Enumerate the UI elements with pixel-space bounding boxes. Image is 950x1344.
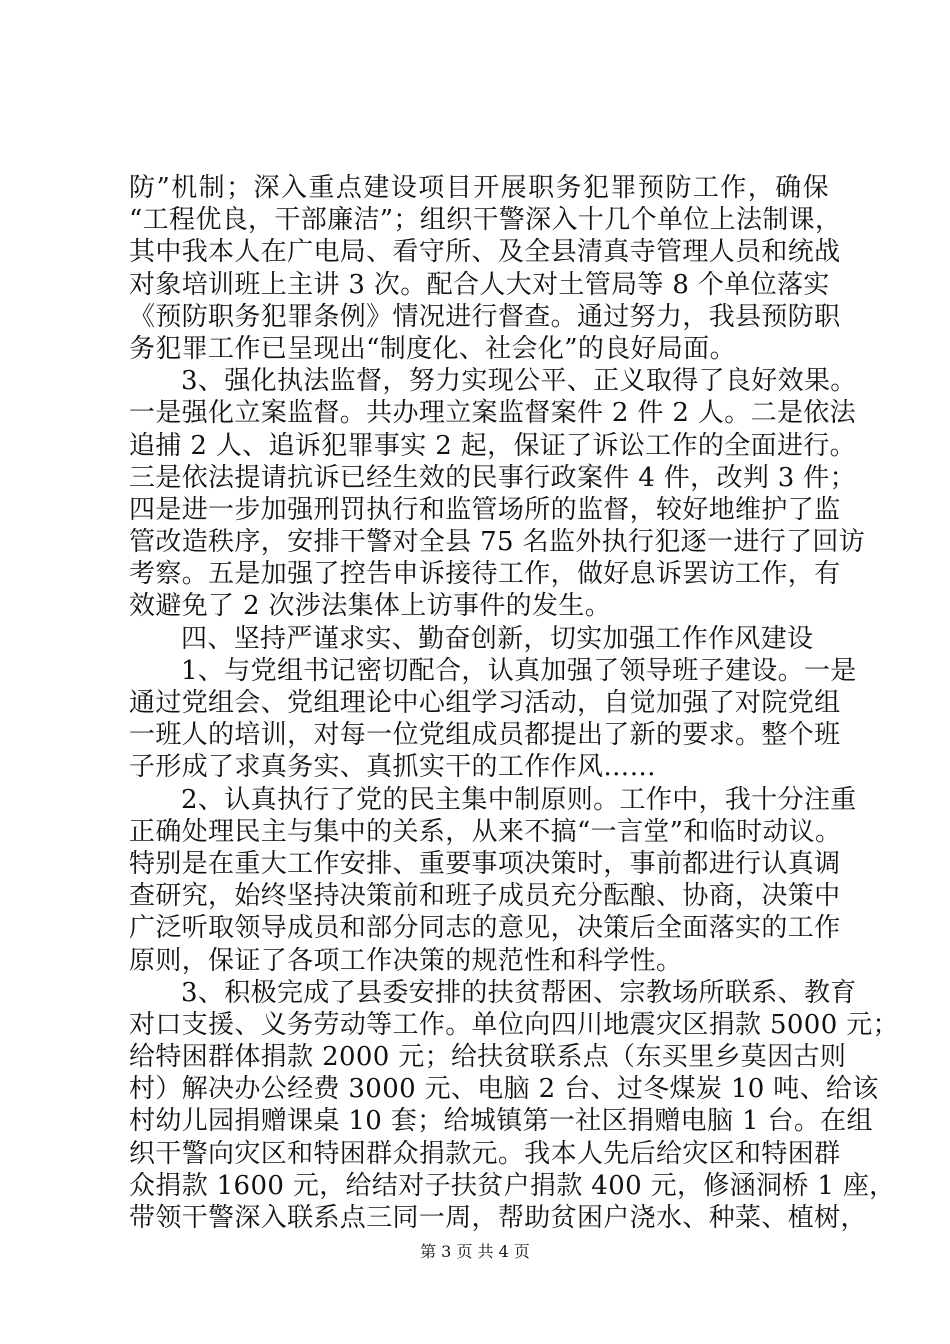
text-line: 四、坚持严谨求实、勤奋创新，切实加强工作作风建设 (181, 623, 814, 654)
text-line: 众捐款 1600 元，给结对子扶贫户捐款 400 元，修涵洞桥 1 座， (129, 1170, 896, 1201)
text-line: 3、积极完成了县委安排的扶贫帮困、宗教场所联系、教育 (181, 977, 857, 1008)
text-line: 广泛听取领导成员和部分同志的意见，决策后全面落实的工作 (129, 913, 841, 944)
text-line: 特别是在重大工作安排、重要事项决策时，事前都进行认真调 (129, 848, 841, 879)
text-line: 原则，保证了各项工作决策的规范性和科学性。 (129, 945, 683, 976)
text-line: 织干警向灾区和特困群众捐款元。我本人先后给灾区和特困群 (129, 1138, 841, 1169)
text-line: 3、强化执法监督，努力实现公平、正义取得了良好效果。 (181, 366, 857, 397)
text-line: 务犯罪工作已呈现出“制度化、社会化”的良好局面。 (129, 333, 736, 364)
text-line: 查研究，始终坚持决策前和班子成员充分酝酿、协商，决策中 (129, 881, 841, 912)
text-line: 其中我本人在广电局、看守所、及全县清真寺管理人员和统战 (129, 237, 841, 268)
text-line: 通过党组会、党组理论中心组学习活动，自觉加强了对院党组 (129, 688, 841, 718)
text-line: 效避免了 2 次涉法集体上访事件的发生。 (129, 591, 612, 622)
text-line: 一班人的培训，对每一位党组成员都提出了新的要求。整个班 (129, 720, 841, 751)
page-number-label: 第 3 页 共 4 页 (420, 1242, 530, 1261)
text-line: 1、与党组书记密切配合，认真加强了领导班子建设。一是 (181, 655, 857, 686)
text-line: 三是依法提请抗诉已经生效的民事行政案件 4 件，改判 3 件； (129, 462, 856, 493)
text-line: 防”机制；深入重点建设项目开展职务犯罪预防工作，确保 (129, 173, 829, 203)
text-line: 四是进一步加强刑罚执行和监管场所的监督，较好地维护了监 (129, 494, 841, 525)
text-line: 对口支援、义务劳动等工作。单位向四川地震灾区捐款 5000 元； (129, 1009, 899, 1040)
text-line: 村幼儿园捐赠课桌 10 套；给城镇第一社区捐赠电脑 1 台。在组 (129, 1106, 873, 1137)
text-line: 2、认真执行了党的民主集中制原则。工作中，我十分注重 (181, 784, 857, 815)
text-line: 正确处理民主与集中的关系，从来不搞“一言堂”和临时动议。 (129, 816, 842, 847)
text-line: 给特困群体捐款 2000 元；给扶贫联系点（东买里乡莫因古则 (129, 1042, 847, 1073)
text-line: 村）解决办公经费 3000 元、电脑 2 台、过冬煤炭 10 吨、给该 (129, 1074, 879, 1105)
text-line: 一是强化立案监督。共办理立案监督案件 2 件 2 人。二是依法 (129, 398, 856, 429)
page-footer (0, 1242, 950, 1262)
text-line: “工程优良，干部廉洁”；组织干警深入十几个单位上法制课， (129, 205, 842, 236)
text-line: 考察。五是加强了控告申诉接待工作，做好息诉罢访工作，有 (129, 559, 841, 590)
text-line: 《预防职务犯罪条例》情况进行督查。通过努力，我县预防职 (129, 301, 841, 332)
text-line: 带领干警深入联系点三同一周，帮助贫困户浇水、种菜、植树， (129, 1203, 867, 1233)
text-line: 子形成了求真务实、真抓实干的工作作风…… (129, 752, 657, 783)
text-line: 管改造秩序，安排干警对全县 75 名监外执行犯逐一进行了回访 (129, 527, 866, 558)
text-line: 追捕 2 人、追诉犯罪事实 2 起，保证了诉讼工作的全面进行。 (129, 430, 856, 461)
document-body (129, 172, 899, 1234)
text-line: 对象培训班上主讲 3 次。配合人大对土管局等 8 个单位落实 (129, 269, 830, 300)
